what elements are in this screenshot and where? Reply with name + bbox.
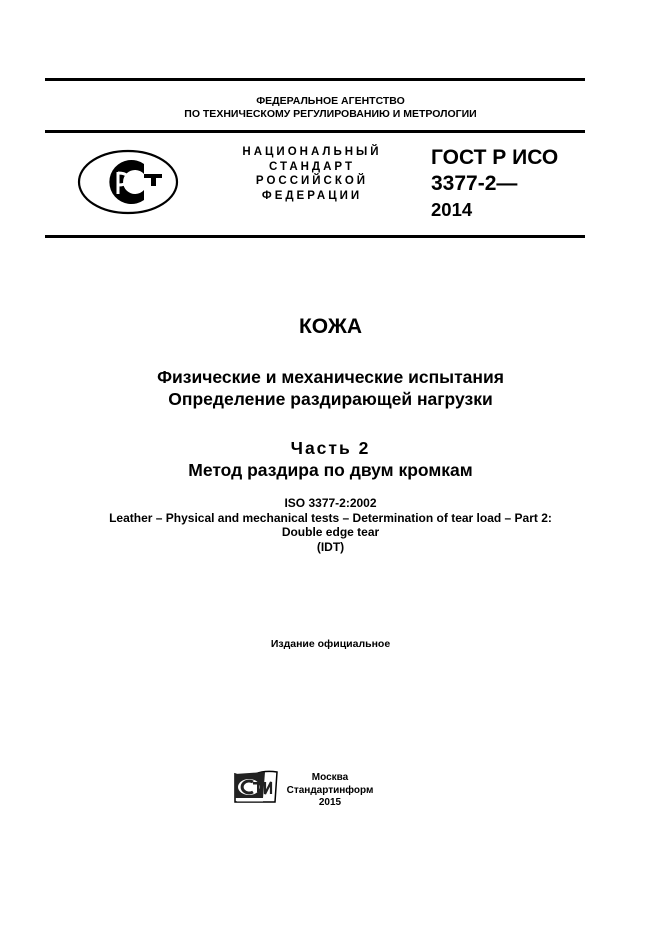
national-line-2: СТАНДАРТ — [269, 160, 355, 173]
publisher-block — [270, 772, 390, 810]
subtitle-line-2: Определение раздирающей нагрузки — [168, 389, 493, 409]
rst-gost-logo-icon — [76, 148, 180, 216]
standard-designation — [431, 145, 558, 223]
designation-line-2: 3377-2— — [431, 172, 518, 195]
part-label: Часть 2 — [290, 438, 371, 458]
document-part — [0, 437, 661, 481]
iso-reference: ISO 3377-2:2002 — [284, 496, 377, 510]
english-title-line-1: Leather – Physical and mechanical tests – Determination of tear load – Part 2: — [109, 510, 552, 525]
subtitle-line-1: Физические и механические испытания — [157, 367, 504, 387]
designation-year: 2014 — [431, 199, 473, 220]
agency-name — [0, 95, 661, 121]
iso-reference-block — [0, 496, 661, 554]
publisher-city: Москва — [311, 772, 349, 783]
national-line-3: РОССИЙСКОЙ — [255, 175, 369, 187]
agency-line-2: ПО ТЕХНИЧЕСКОМУ РЕГУЛИРОВАНИЮ И МЕТРОЛОГИИ — [184, 108, 477, 120]
national-line-1: НАЦИОНАЛЬНЫЙ — [242, 146, 382, 158]
designation-line-1: ГОСТ Р ИСО — [431, 146, 559, 169]
equivalence-label: (IDT) — [316, 539, 345, 554]
part-title: Метод раздира по двум кромкам — [188, 460, 473, 480]
header-bottom-rule — [45, 235, 585, 238]
document-title: КОЖА — [298, 315, 363, 338]
agency-line-1: ФЕДЕРАЛЬНОЕ АГЕНТСТВО — [256, 95, 405, 107]
edition-label: Издание официальное — [270, 638, 391, 650]
publication-year: 2015 — [318, 797, 342, 808]
national-line-4: ФЕДЕРАЦИИ — [261, 189, 363, 202]
document-subtitle — [0, 366, 661, 410]
publisher-name: Стандартинформ — [286, 784, 374, 796]
english-title-line-2: Double edge tear — [281, 525, 380, 539]
national-standard-label — [222, 145, 402, 203]
header-top-rule — [45, 130, 585, 133]
top-rule — [45, 78, 585, 81]
